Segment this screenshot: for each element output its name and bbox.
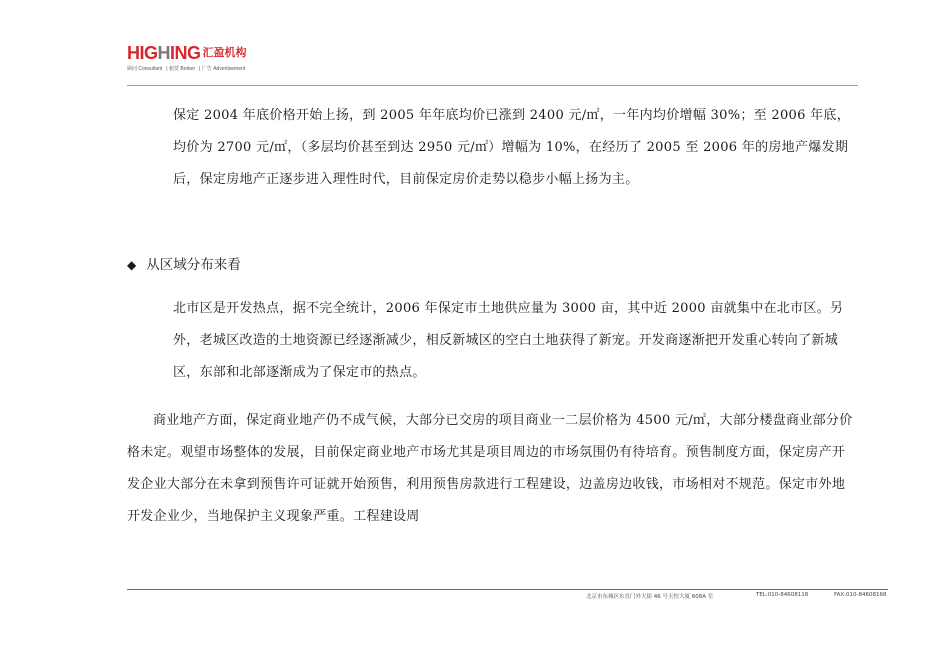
logo-wordmark: HIGHING 汇盈机构	[127, 43, 247, 63]
paragraph-price-trend: 保定 2004 年底价格开始上扬，到 2005 年年底均价已涨到 2400 元/㎡，一年内均价增幅 30%；至 2006 年底，均价为 2700 元/㎡，（多层均价甚至到达 2950 元/㎡）增幅为 10%，在经历了 2005 至 2006 年的房地产爆发期后，保定房地产正逐步进入理性时代，目前保定房价走势以稳步小幅上扬为主。	[173, 108, 851, 187]
section-heading-region	[127, 249, 241, 281]
division-advertisement: 广告 Advertisement	[201, 66, 246, 72]
division-broker: 租赁 Broker	[169, 66, 196, 72]
paragraph-region-distribution: 北市区是开发热点，据不完全统计，2006 年保定市土地供应量为 3000 亩，其中近 2000 亩就集中在北市区。另外，老城区改造的土地资源已经逐渐减少，相反新城区的空白土地获得了新宠。开发商逐渐把开发重心转向了新城区，东部和北部逐渐成为了保定市的热点。	[173, 301, 844, 380]
company-logo	[127, 44, 267, 72]
header-divider	[127, 85, 858, 86]
footer-tel: TEL:010-84608118	[756, 592, 809, 598]
bullet-heading-text: 从区域分布来看	[146, 257, 241, 273]
paragraph-commercial-real-estate: 商业地产方面，保定商业地产仍不成气候，大部分已交房的项目商业一二层价格为 4500 元/㎡，大部分楼盘商业部分价格未定。观望市场整体的发展，目前保定商业地产市场尤其是项目周边的市场氛围仍有待培育。预售制度方面，保定房产开发企业大部分在未拿到预售许可证就开始预售，利用预售房款进行工程建设，边盖房边收钱，市场相对不规范。保定市外地开发企业少，当地保护主义现象严重。工程建设周	[127, 413, 853, 524]
footer-fax: FAX:010-84608168	[834, 592, 887, 598]
division-consultant: 顾问 Consultant	[127, 66, 163, 72]
footer-divider	[127, 589, 888, 590]
footer-address: 北京市东城区东直门外大街 46 号天恒大厦 608A 室	[586, 594, 714, 600]
logo-divisions: 顾问 Consultant | 租赁 Broker | 广告 Advertisement	[127, 66, 246, 72]
logo-chinese-name: 汇盈机构	[202, 47, 247, 59]
diamond-bullet-icon: ◆	[127, 258, 137, 272]
